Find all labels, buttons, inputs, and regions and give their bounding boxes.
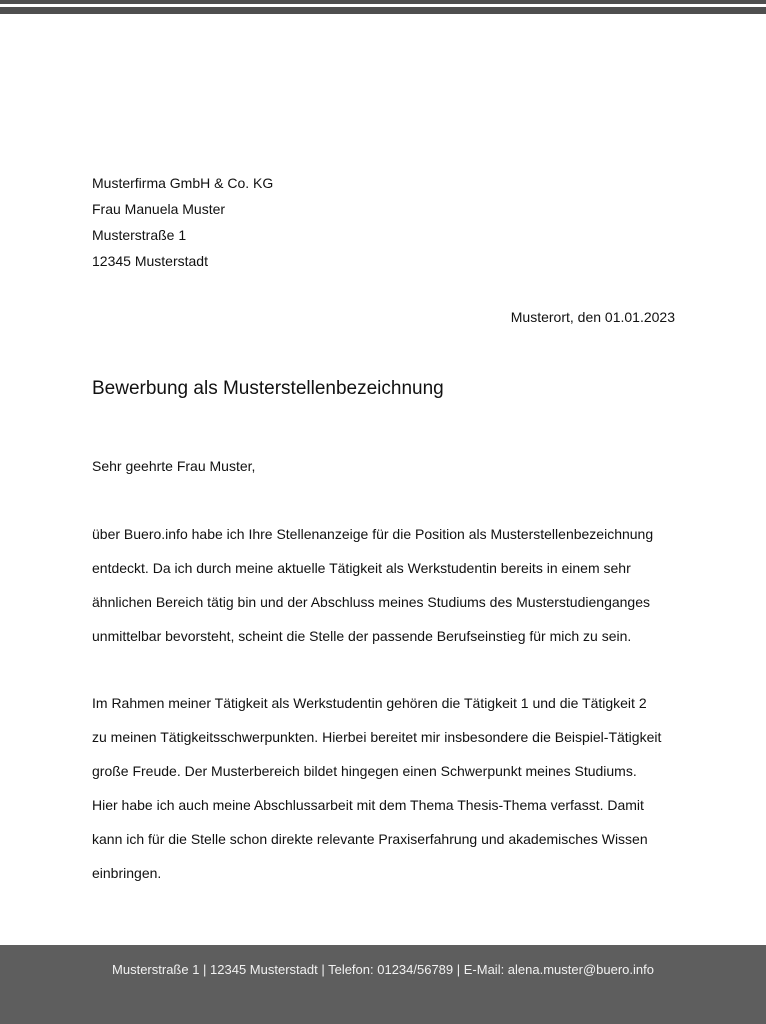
paragraph-line: einbringen. bbox=[92, 865, 162, 881]
footer-contact-line: Musterstraße 1 | 12345 Musterstadt | Telefon: 01234/56789 | E-Mail: alena.muster@buero.info bbox=[112, 962, 654, 977]
paragraph-line: Im Rahmen meiner Tätigkeit als Werkstudentin gehören die Tätigkeit 1 und die Tätigkeit 2 bbox=[92, 695, 647, 711]
salutation: Sehr geehrte Frau Muster, bbox=[92, 458, 256, 474]
header-decoration-bar bbox=[0, 0, 766, 14]
paragraph-line: unmittelbar bevorsteht, scheint die Stelle der passende Berufseinstieg für mich zu sein. bbox=[92, 628, 632, 644]
paragraph-line: ähnlichen Bereich tätig bin und der Abschluss meines Studiums des Musterstudienganges bbox=[92, 594, 650, 610]
letter-subject: Bewerbung als Musterstellenbezeichnung bbox=[92, 378, 444, 399]
recipient-city: 12345 Musterstadt bbox=[92, 253, 208, 269]
paragraph-line: kann ich für die Stelle schon direkte relevante Praxiserfahrung und akademisches Wissen bbox=[92, 831, 648, 847]
recipient-address-block bbox=[92, 170, 273, 274]
paragraph-line: große Freude. Der Musterbereich bildet hingegen einen Schwerpunkt meines Studiums. bbox=[92, 763, 637, 779]
paragraph-line: zu meinen Tätigkeitsschwerpunkten. Hierbei bereitet mir insbesondere die Beispiel-Tätigkeit bbox=[92, 729, 662, 745]
header-thin-stripe bbox=[0, 0, 766, 4]
paragraph-line: Hier habe ich auch meine Abschlussarbeit mit dem Thema Thesis-Thema verfasst. Damit bbox=[92, 797, 644, 813]
place-date-line: Musterort, den 01.01.2023 bbox=[510, 309, 675, 325]
paragraph-line: entdeckt. Da ich durch meine aktuelle Tätigkeit als Werkstudentin bereits in einem sehr bbox=[92, 560, 631, 576]
footer-bar bbox=[0, 945, 766, 1024]
recipient-company: Musterfirma GmbH & Co. KG bbox=[92, 175, 274, 191]
body-paragraph-2 bbox=[92, 686, 692, 890]
recipient-street: Musterstraße 1 bbox=[92, 227, 187, 243]
paragraph-line: über Buero.info habe ich Ihre Stellenanzeige für die Position als Musterstellenbezeichnung bbox=[92, 526, 654, 542]
header-thick-stripe bbox=[0, 7, 766, 14]
body-paragraph-1 bbox=[92, 517, 692, 653]
recipient-name: Frau Manuela Muster bbox=[92, 201, 226, 217]
